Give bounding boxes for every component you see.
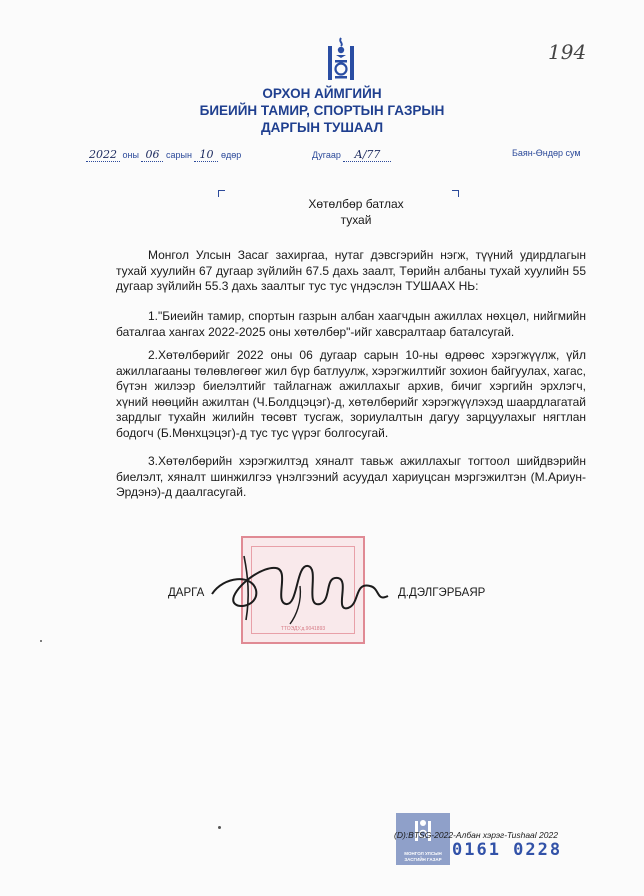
order-item-2: 2.Хөтөлбөрийг 2022 оны 06 дугаар сарын 10-ны өдрөөс хэрэгжүүлж, үйл ажиллагааны төлөвлөгөөг жил бүр батлуулж, хэрэгжилтийг зохион байгуулах, хагас, бүтэн жилээр биелэлтийг тайлагнаж ажиллахыг архив, бичиг хэргийн эрхлэгч, хүний нөөцийн ажилтан (Ч.Болдцэцэг)-д, хөтөлбөрийг хэрэгжүүлэхэд шаардлагатай зардлыг тухайн жилийн төсөвт тусгаж, зориулалтын дагуу зарцуулахыг нягтлан бодогч (Б.Мөнхцэцэг)-д тус тус үүрэг болгосугай. bbox=[116, 348, 586, 440]
scan-speck bbox=[40, 640, 42, 642]
date-year: 2022 bbox=[86, 148, 120, 162]
preamble-paragraph: Монгол Улсын Засаг захиргаа, нутаг дэвсгэрийн нэгж, түүний удирдлагын тухай хуулийн 67 дугаар зүйлийн 67.5 дахь заалт, Төрийн албаны тухай хуулийн 55 дугаар зүйлийн 55.3 дахь заалтыг тус тус үндэслэн ТУШААХ НЬ: bbox=[116, 248, 586, 294]
date-year-label: оны bbox=[122, 150, 139, 160]
date-day: 10 bbox=[194, 148, 218, 162]
stamp-code: ТТОЭДУ.д.9041893 bbox=[280, 626, 326, 632]
subject-line-1: Хөтөлбөр батлах bbox=[308, 197, 404, 211]
place-label: Баян-Өндөр сум bbox=[512, 148, 581, 158]
date-month-label: сарын bbox=[166, 150, 192, 160]
logo-text-line-2: ЗАСГИЙН ГАЗАР bbox=[404, 857, 442, 862]
order-item-3: 3.Хөтөлбөрийн хэрэгжилтэд хяналт тавьж ажиллахыг тогтоол шийдвэрийн биелэлт, хяналт шинжилгээ үнэлгээний асуудал хариуцсан мэргэжилтэн (М.Ариун-Эрдэнэ)-д даалгасугай. bbox=[116, 454, 586, 500]
file-reference: (D):BTSG-2022-Албан хэрэг-Tushaal 2022 bbox=[394, 830, 558, 840]
signature-scribble bbox=[204, 546, 394, 626]
order-number-field bbox=[312, 148, 391, 162]
subject-line-2: тухай bbox=[340, 213, 372, 227]
order-number-label: Дугаар bbox=[312, 150, 341, 160]
order-number: А/77 bbox=[343, 148, 391, 162]
logo-text-line-1: МОНГОЛ УЛСЫН bbox=[404, 851, 442, 856]
header-line-3: ДАРГЫН ТУШААЛ bbox=[260, 120, 384, 135]
registration-number: 0161 0228 bbox=[452, 840, 563, 860]
header-line-2: БИЕИЙН ТАМИР, СПОРТЫН ГАЗРЫН bbox=[199, 103, 445, 118]
soyombo-emblem-icon bbox=[324, 36, 358, 82]
handwritten-page-number: 194 bbox=[548, 40, 587, 64]
order-item-1: 1."Биеийн тамир, спортын газрын албан хаагчдын ажиллах нөхцөл, нийгмийн баталгаа хангах 2022-2025 оны хөтөлбөр"-ийг хавсралтаар баталсугай. bbox=[116, 309, 586, 339]
signatory-title: ДАРГА bbox=[168, 587, 205, 599]
signatory-name: Д.ДЭЛГЭРБАЯР bbox=[398, 587, 486, 599]
header-line-1: ОРХОН АЙМГИЙН bbox=[262, 86, 382, 101]
date-month: 06 bbox=[141, 148, 163, 162]
government-logo-text bbox=[396, 851, 450, 863]
scan-speck bbox=[218, 826, 221, 829]
date-field bbox=[86, 148, 241, 162]
date-day-label: өдөр bbox=[220, 150, 242, 160]
